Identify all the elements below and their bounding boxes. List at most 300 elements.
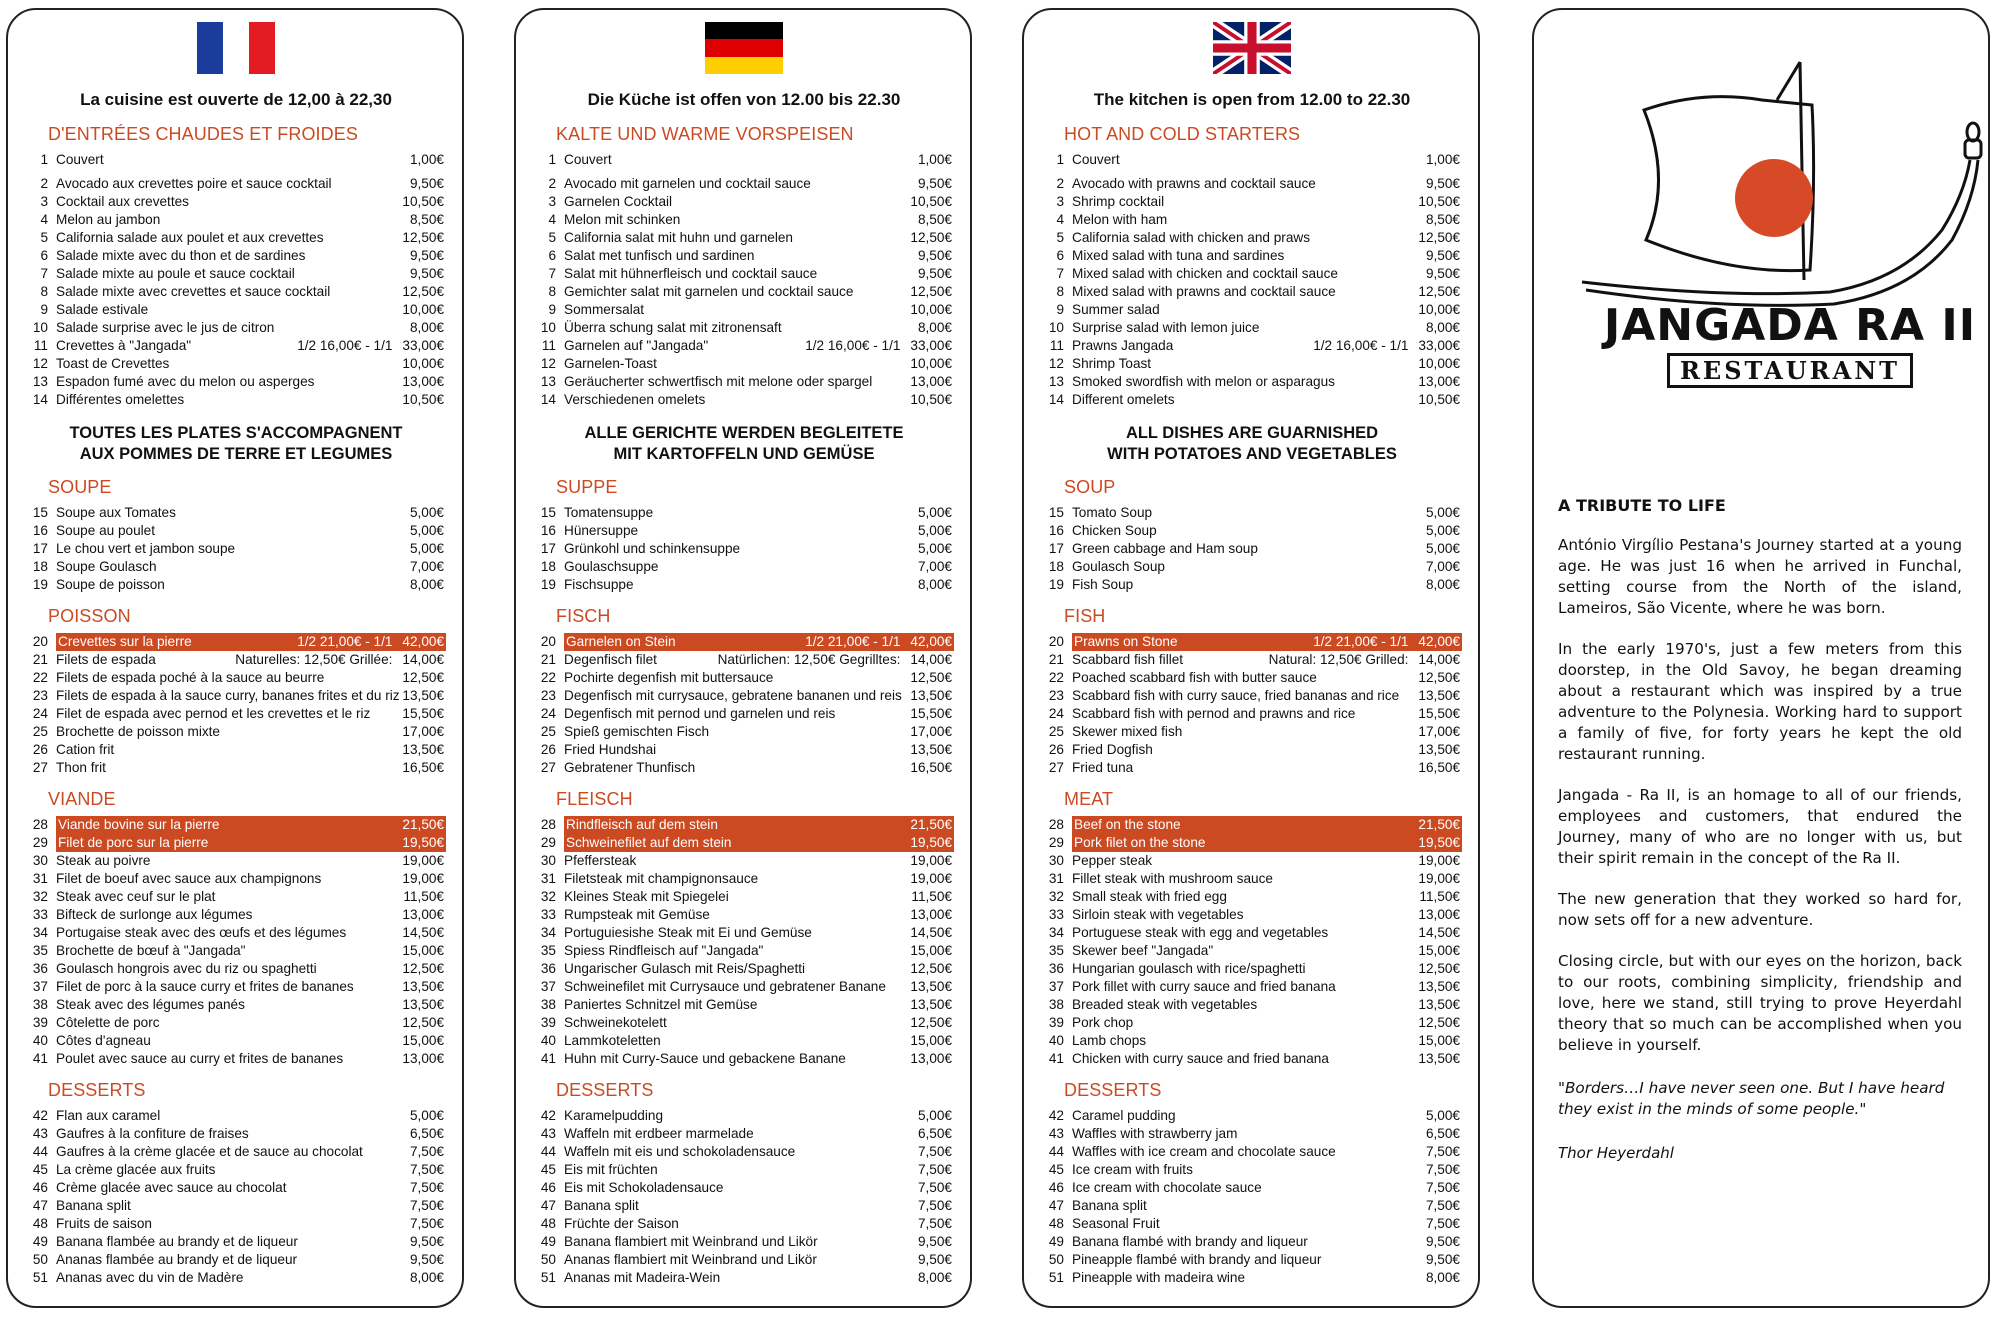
menu-item bbox=[26, 504, 446, 522]
item-name: Früchte der Saison bbox=[564, 1216, 679, 1231]
item-price: 19,00€ bbox=[402, 853, 444, 868]
menu-item bbox=[534, 247, 954, 265]
item-price: 14,50€ bbox=[1418, 925, 1460, 940]
menu-item bbox=[26, 1179, 446, 1197]
item-price: 7,50€ bbox=[917, 1198, 952, 1213]
item-number: 2 bbox=[1056, 176, 1064, 191]
highlight-band bbox=[1072, 816, 1462, 834]
item-number: 30 bbox=[540, 853, 556, 868]
item-name: Banana split bbox=[56, 1198, 131, 1213]
item-name: Goulasch Soup bbox=[1072, 559, 1165, 574]
item-price: 10,00€ bbox=[402, 356, 444, 371]
item-number: 24 bbox=[540, 706, 556, 721]
story-paragraph: The new generation that they worked so hard for, now sets off for a new adventure. bbox=[1558, 890, 1962, 929]
menu-section-meat bbox=[534, 789, 954, 1068]
item-price: 13,50€ bbox=[1418, 979, 1460, 994]
menu-item bbox=[26, 1032, 446, 1050]
menu-item bbox=[1042, 301, 1462, 319]
item-price: 9,50€ bbox=[917, 266, 952, 281]
item-name: California salat mit huhn und garnelen bbox=[564, 230, 793, 245]
menu-item bbox=[26, 247, 446, 265]
item-number: 5 bbox=[40, 230, 48, 245]
item-number: 11 bbox=[1049, 338, 1064, 353]
item-price: 12,50€ bbox=[910, 670, 952, 685]
item-number: 13 bbox=[32, 374, 48, 389]
brand-subtitle: RESTAURANT bbox=[1667, 353, 1913, 388]
item-price: 15,00€ bbox=[910, 943, 952, 958]
menu-item bbox=[1042, 265, 1462, 283]
item-price: 7,50€ bbox=[409, 1162, 444, 1177]
item-number: 38 bbox=[540, 997, 556, 1012]
section-title: DESSERTS bbox=[556, 1080, 654, 1100]
item-name: Degenfisch mit pernod und garnelen und reis bbox=[564, 706, 836, 721]
item-number: 49 bbox=[1048, 1234, 1064, 1249]
item-number: 46 bbox=[32, 1180, 48, 1195]
menu-item bbox=[534, 705, 954, 723]
item-number: 16 bbox=[32, 523, 48, 538]
item-price: 7,50€ bbox=[1425, 1180, 1460, 1195]
item-price: 21,50€ bbox=[910, 817, 952, 832]
banner-line: ALL DISHES ARE GUARNISHED bbox=[1125, 424, 1379, 442]
item-price: 14,00€ bbox=[1418, 652, 1460, 667]
item-number: 47 bbox=[32, 1198, 48, 1213]
menu-item bbox=[26, 1050, 446, 1068]
item-price: 10,50€ bbox=[910, 392, 952, 407]
item-price: 19,00€ bbox=[910, 853, 952, 868]
menu-item bbox=[534, 1143, 954, 1161]
item-number: 6 bbox=[548, 248, 556, 263]
menu-item bbox=[26, 705, 446, 723]
item-name: Degenfisch filet bbox=[564, 652, 657, 667]
item-name: Crème glacée avec sauce au chocolat bbox=[56, 1180, 287, 1195]
item-name: Steak avec des légumes panés bbox=[56, 997, 245, 1012]
menu-section-starters bbox=[1042, 124, 1462, 409]
highlight-band bbox=[1072, 834, 1462, 852]
item-price: 19,00€ bbox=[402, 871, 444, 886]
menu-panel-english bbox=[1022, 8, 1480, 1308]
menu-item bbox=[26, 193, 446, 211]
item-number: 34 bbox=[1048, 925, 1064, 940]
item-price: 8,00€ bbox=[409, 320, 444, 335]
kitchen-hours: The kitchen is open from 12.00 to 22.30 bbox=[1093, 90, 1411, 109]
item-price: 10,50€ bbox=[402, 194, 444, 209]
menu-item bbox=[1042, 151, 1462, 169]
item-price: 10,00€ bbox=[1418, 302, 1460, 317]
item-name: Le chou vert et jambon soupe bbox=[56, 541, 236, 556]
item-name: Côtelette de porc bbox=[56, 1015, 160, 1030]
section-title: POISSON bbox=[48, 606, 131, 626]
story-paragraph: Jangada - Ra II, is an homage to all of our friends, employees and customers, that endured the Journey, many of who are no longer with us, but their spirit remain in the concept of the Ra II. bbox=[1558, 786, 1962, 867]
item-price: 10,50€ bbox=[910, 194, 952, 209]
item-price: 12,50€ bbox=[1418, 1015, 1460, 1030]
item-price: 6,50€ bbox=[917, 1126, 952, 1141]
item-price: 9,50€ bbox=[409, 248, 444, 263]
menu-item bbox=[1042, 633, 1462, 651]
item-price: 19,00€ bbox=[910, 871, 952, 886]
item-name: Schweinefilet auf dem stein bbox=[566, 835, 732, 850]
highlight-band bbox=[1072, 633, 1462, 651]
item-number: 37 bbox=[32, 979, 48, 994]
item-name: Garnelen on Stein bbox=[566, 634, 676, 649]
item-number: 47 bbox=[540, 1198, 556, 1213]
item-price: 13,00€ bbox=[1418, 907, 1460, 922]
item-name: Salade mixte au poule et sauce cocktail bbox=[56, 266, 295, 281]
section-title: VIANDE bbox=[48, 789, 116, 809]
item-price: 13,50€ bbox=[1418, 688, 1460, 703]
item-name: Scabbard fish with curry sauce, fried bananas and rice bbox=[1072, 688, 1400, 703]
item-price: 5,00€ bbox=[1425, 541, 1460, 556]
item-price: 6,50€ bbox=[1425, 1126, 1460, 1141]
section-title: DESSERTS bbox=[1064, 1080, 1162, 1100]
item-price: 9,50€ bbox=[409, 266, 444, 281]
item-number: 8 bbox=[40, 284, 48, 299]
item-name: Gebratener Thunfisch bbox=[564, 760, 696, 775]
item-price: 1,00€ bbox=[1425, 152, 1460, 167]
garnish-banner bbox=[534, 423, 954, 465]
item-price: 12,50€ bbox=[402, 1015, 444, 1030]
item-name: Gaufres à la crème glacée et de sauce au chocolat bbox=[56, 1144, 363, 1159]
item-name: California salade aux poulet et aux crevettes bbox=[56, 230, 324, 245]
item-name: Skewer beef "Jangada" bbox=[1072, 943, 1214, 958]
item-price: 15,00€ bbox=[402, 943, 444, 958]
item-number: 3 bbox=[548, 194, 556, 209]
item-name: Filet de espada avec pernod et les crevettes et le riz bbox=[56, 706, 371, 721]
menu-item bbox=[1042, 888, 1462, 906]
item-number: 16 bbox=[540, 523, 556, 538]
item-name: Côtes d'agneau bbox=[56, 1033, 151, 1048]
uk-flag-icon bbox=[1213, 22, 1291, 74]
menu-item bbox=[1042, 1125, 1462, 1143]
item-price: 15,00€ bbox=[1418, 943, 1460, 958]
item-number: 45 bbox=[1048, 1162, 1064, 1177]
menu-item bbox=[534, 1215, 954, 1233]
item-name: Flan aux caramel bbox=[56, 1108, 161, 1123]
item-number: 22 bbox=[540, 670, 556, 685]
item-number: 37 bbox=[540, 979, 556, 994]
menu-item bbox=[26, 1107, 446, 1125]
item-price: 14,00€ bbox=[402, 652, 444, 667]
item-number: 25 bbox=[32, 724, 48, 739]
menu-item bbox=[1042, 960, 1462, 978]
item-number: 11 bbox=[541, 338, 556, 353]
menu-item bbox=[1042, 283, 1462, 301]
menu-item bbox=[26, 669, 446, 687]
item-number: 45 bbox=[32, 1162, 48, 1177]
item-number: 25 bbox=[540, 724, 556, 739]
menu-item bbox=[1042, 522, 1462, 540]
item-name: Caramel pudding bbox=[1072, 1108, 1176, 1123]
item-name: Différentes omelettes bbox=[56, 392, 185, 407]
item-number: 50 bbox=[1048, 1252, 1064, 1267]
menu-item bbox=[1042, 906, 1462, 924]
item-price: 19,50€ bbox=[910, 835, 952, 850]
item-name: Schweinekotelett bbox=[564, 1015, 667, 1030]
item-number: 14 bbox=[32, 392, 48, 407]
item-number: 39 bbox=[1048, 1015, 1064, 1030]
menu-item bbox=[26, 870, 446, 888]
item-number: 17 bbox=[1048, 541, 1064, 556]
item-name: Goulasch hongrois avec du riz ou spaghetti bbox=[56, 961, 317, 976]
item-name: California salad with chicken and praws bbox=[1072, 230, 1311, 245]
item-number: 10 bbox=[540, 320, 556, 335]
menu-item bbox=[1042, 1251, 1462, 1269]
item-price: 16,50€ bbox=[910, 760, 952, 775]
item-name: Steak avec ceuf sur le plat bbox=[56, 889, 216, 904]
item-name: Portuguese steak with egg and vegetables bbox=[1072, 925, 1329, 940]
menu-item bbox=[1042, 1197, 1462, 1215]
item-price: 17,00€ bbox=[910, 724, 952, 739]
item-number: 14 bbox=[1048, 392, 1064, 407]
item-name: Goulaschsuppe bbox=[564, 559, 659, 574]
item-name: Brochette de bœuf à "Jangada" bbox=[56, 943, 246, 958]
item-price: 5,00€ bbox=[917, 505, 952, 520]
item-portion-prices: Naturelles: 12,50€ Grillée: bbox=[235, 652, 393, 667]
menu-section-soup bbox=[534, 477, 954, 594]
item-number: 1 bbox=[1056, 152, 1064, 167]
item-number: 7 bbox=[1056, 266, 1064, 281]
item-name: Ungarischer Gulasch mit Reis/Spaghetti bbox=[564, 961, 806, 976]
menu-section-fish bbox=[26, 606, 446, 777]
item-price: 15,50€ bbox=[402, 706, 444, 721]
item-number: 44 bbox=[1048, 1144, 1064, 1159]
item-number: 23 bbox=[540, 688, 556, 703]
menu-item bbox=[26, 265, 446, 283]
item-name: Garnelen-Toast bbox=[564, 356, 657, 371]
menu-item bbox=[1042, 870, 1462, 888]
item-name: Seasonal Fruit bbox=[1072, 1216, 1160, 1231]
menu-item bbox=[534, 996, 954, 1014]
item-number: 12 bbox=[1048, 356, 1064, 371]
item-number: 32 bbox=[540, 889, 556, 904]
item-price: 8,50€ bbox=[917, 212, 952, 227]
item-number: 22 bbox=[32, 670, 48, 685]
item-price: 9,50€ bbox=[1425, 176, 1460, 191]
menu-item bbox=[1042, 1215, 1462, 1233]
menu-item bbox=[534, 960, 954, 978]
item-number: 20 bbox=[540, 634, 556, 649]
item-price: 11,50€ bbox=[911, 889, 952, 904]
item-number: 27 bbox=[540, 760, 556, 775]
menu-item bbox=[26, 816, 446, 834]
item-price: 12,50€ bbox=[402, 961, 444, 976]
germany-flag-icon bbox=[705, 22, 783, 74]
item-number: 30 bbox=[32, 853, 48, 868]
item-number: 25 bbox=[1048, 724, 1064, 739]
menu-item bbox=[534, 741, 954, 759]
item-name: Fischsuppe bbox=[564, 577, 634, 592]
item-number: 28 bbox=[540, 817, 556, 832]
item-number: 4 bbox=[548, 212, 556, 227]
menu-item bbox=[1042, 337, 1462, 355]
menu-item bbox=[1042, 852, 1462, 870]
menu-item bbox=[26, 978, 446, 996]
story-paragraph: Closing circle, but with our eyes on the horizon, back to our roots, combining simplicity, friendship and love, here we stand, still trying to prove Heyerdahl theory that so much can be accomplished when you believe in yourself. bbox=[1558, 952, 1962, 1054]
item-price: 12,50€ bbox=[1418, 961, 1460, 976]
item-name: Filets de espada à la sauce curry, bananes frites et du riz bbox=[56, 688, 400, 703]
menu-item bbox=[1042, 687, 1462, 705]
restaurant-logo bbox=[1558, 10, 1977, 430]
item-price: 8,50€ bbox=[409, 212, 444, 227]
menu-item bbox=[26, 558, 446, 576]
menu-item bbox=[26, 1197, 446, 1215]
menu-item bbox=[534, 211, 954, 229]
menu-item bbox=[534, 759, 954, 777]
menu-item bbox=[26, 175, 446, 193]
item-number: 13 bbox=[540, 374, 556, 389]
menu-item bbox=[26, 1014, 446, 1032]
item-name: Salade mixte avec du thon et de sardines bbox=[56, 248, 306, 263]
item-number: 33 bbox=[32, 907, 48, 922]
menu-item bbox=[534, 1050, 954, 1068]
item-name: Ice cream with fruits bbox=[1072, 1162, 1193, 1177]
item-price: 19,00€ bbox=[1418, 871, 1460, 886]
item-name: Chicken Soup bbox=[1072, 523, 1157, 538]
item-name: Filets de espada poché à la sauce au beurre bbox=[56, 670, 325, 685]
menu-item bbox=[26, 852, 446, 870]
item-number: 7 bbox=[548, 266, 556, 281]
item-number: 50 bbox=[32, 1252, 48, 1267]
item-price: 13,50€ bbox=[1418, 1051, 1460, 1066]
item-name: Sommersalat bbox=[564, 302, 645, 317]
item-price: 17,00€ bbox=[1418, 724, 1460, 739]
item-price: 16,50€ bbox=[1418, 760, 1460, 775]
item-number: 31 bbox=[1048, 871, 1064, 886]
item-price: 12,50€ bbox=[1418, 230, 1460, 245]
menu-item bbox=[534, 373, 954, 391]
item-number: 51 bbox=[1048, 1270, 1064, 1285]
item-number: 17 bbox=[32, 541, 48, 556]
item-number: 18 bbox=[540, 559, 556, 574]
menu-section-desserts bbox=[534, 1080, 954, 1287]
menu-section-fish bbox=[1042, 606, 1462, 777]
item-number: 40 bbox=[540, 1033, 556, 1048]
item-number: 5 bbox=[548, 230, 556, 245]
menu-item bbox=[534, 265, 954, 283]
item-name: Soupe de poisson bbox=[56, 577, 165, 592]
item-number: 50 bbox=[540, 1252, 556, 1267]
item-price: 8,00€ bbox=[917, 1270, 952, 1285]
menu-item bbox=[534, 391, 954, 409]
item-price: 13,50€ bbox=[1418, 997, 1460, 1012]
menu-item bbox=[26, 1251, 446, 1269]
item-name: Brochette de poisson mixte bbox=[56, 724, 220, 739]
item-number: 20 bbox=[32, 634, 48, 649]
menu-item bbox=[1042, 211, 1462, 229]
item-price: 5,00€ bbox=[1425, 505, 1460, 520]
section-title: FISCH bbox=[556, 606, 611, 626]
item-price: 42,00€ bbox=[1418, 634, 1460, 649]
item-price: 5,00€ bbox=[1425, 1108, 1460, 1123]
item-number: 48 bbox=[1048, 1216, 1064, 1231]
item-name: Filetsteak mit champignonsauce bbox=[564, 871, 759, 886]
item-price: 9,50€ bbox=[409, 1234, 444, 1249]
quote-author: Thor Heyerdahl bbox=[1558, 1144, 1674, 1162]
item-number: 39 bbox=[540, 1015, 556, 1030]
item-name: Poached scabbard fish with butter sauce bbox=[1072, 670, 1317, 685]
item-name: Hünersuppe bbox=[564, 523, 639, 538]
item-price: 21,50€ bbox=[1418, 817, 1460, 832]
menu-item bbox=[26, 373, 446, 391]
item-number: 1 bbox=[548, 152, 556, 167]
item-name: Melon au jambon bbox=[56, 212, 161, 227]
item-price: 15,00€ bbox=[910, 1033, 952, 1048]
item-name: Ananas flambiert mit Weinbrand und Likör bbox=[564, 1252, 817, 1267]
item-name: Viande bovine sur la pierre bbox=[58, 817, 220, 832]
item-number: 5 bbox=[1056, 230, 1064, 245]
item-price: 13,50€ bbox=[1418, 742, 1460, 757]
item-name: La crème glacée aux fruits bbox=[56, 1162, 216, 1177]
item-price: 33,00€ bbox=[1418, 338, 1460, 353]
item-price: 7,00€ bbox=[1425, 559, 1460, 574]
item-name: Ananas avec du vin de Madère bbox=[56, 1270, 244, 1285]
item-price: 8,00€ bbox=[1425, 1270, 1460, 1285]
menu-item bbox=[534, 301, 954, 319]
item-name: Portuguiesishe Steak mit Ei und Gemüse bbox=[564, 925, 812, 940]
about-panel bbox=[1532, 8, 1990, 1308]
item-price: 9,50€ bbox=[1425, 1252, 1460, 1267]
item-name: Paniertes Schnitzel mit Gemüse bbox=[564, 997, 758, 1012]
item-name: Avocado with prawns and cocktail sauce bbox=[1072, 176, 1316, 191]
item-number: 16 bbox=[1048, 523, 1064, 538]
item-name: Shrimp cocktail bbox=[1072, 194, 1165, 209]
menu-item bbox=[26, 888, 446, 906]
item-name: Skewer mixed fish bbox=[1072, 724, 1183, 739]
item-number: 18 bbox=[32, 559, 48, 574]
item-name: Fried Dogfish bbox=[1072, 742, 1153, 757]
menu-item bbox=[26, 1143, 446, 1161]
item-price: 13,50€ bbox=[402, 688, 444, 703]
menu-item bbox=[534, 1014, 954, 1032]
menu-item bbox=[26, 1125, 446, 1143]
section-title: MEAT bbox=[1064, 789, 1114, 809]
item-number: 4 bbox=[40, 212, 48, 227]
item-number: 40 bbox=[32, 1033, 48, 1048]
item-price: 19,00€ bbox=[1418, 853, 1460, 868]
item-name: Rumpsteak mit Gemüse bbox=[564, 907, 710, 922]
item-number: 9 bbox=[40, 302, 48, 317]
item-price: 15,00€ bbox=[1418, 1033, 1460, 1048]
item-price: 8,00€ bbox=[917, 320, 952, 335]
item-number: 36 bbox=[540, 961, 556, 976]
menu-item bbox=[1042, 669, 1462, 687]
item-number: 19 bbox=[1048, 577, 1064, 592]
item-name: Filet de boeuf avec sauce aux champignons bbox=[56, 871, 322, 886]
item-name: Prawns Jangada bbox=[1072, 338, 1174, 353]
item-name: Chicken with curry sauce and fried banana bbox=[1072, 1051, 1329, 1066]
item-portion-prices: 1/2 16,00€ - 1/1 bbox=[297, 338, 393, 353]
item-name: Toast de Crevettes bbox=[56, 356, 170, 371]
item-price: 19,50€ bbox=[1418, 835, 1460, 850]
item-number: 26 bbox=[32, 742, 48, 757]
item-price: 13,00€ bbox=[910, 907, 952, 922]
item-portion-prices: 1/2 16,00€ - 1/1 bbox=[805, 338, 901, 353]
item-name: Melon with ham bbox=[1072, 212, 1168, 227]
item-name: Thon frit bbox=[56, 760, 106, 775]
item-name: Spieß gemischten Fisch bbox=[564, 724, 710, 739]
item-price: 8,00€ bbox=[409, 1270, 444, 1285]
menu-item bbox=[26, 337, 446, 355]
item-number: 12 bbox=[540, 356, 556, 371]
item-number: 41 bbox=[540, 1051, 556, 1066]
item-number: 38 bbox=[32, 997, 48, 1012]
item-name: Gaufres à la confiture de fraises bbox=[56, 1126, 249, 1141]
france-flag-icon bbox=[197, 22, 275, 74]
item-name: Bifteck de surlonge aux légumes bbox=[56, 907, 253, 922]
item-price: 9,50€ bbox=[409, 1252, 444, 1267]
item-price: 5,00€ bbox=[1425, 523, 1460, 538]
banner-line: TOUTES LES PLATES S'ACCOMPAGNENT bbox=[69, 424, 403, 442]
menu-item bbox=[26, 1233, 446, 1251]
